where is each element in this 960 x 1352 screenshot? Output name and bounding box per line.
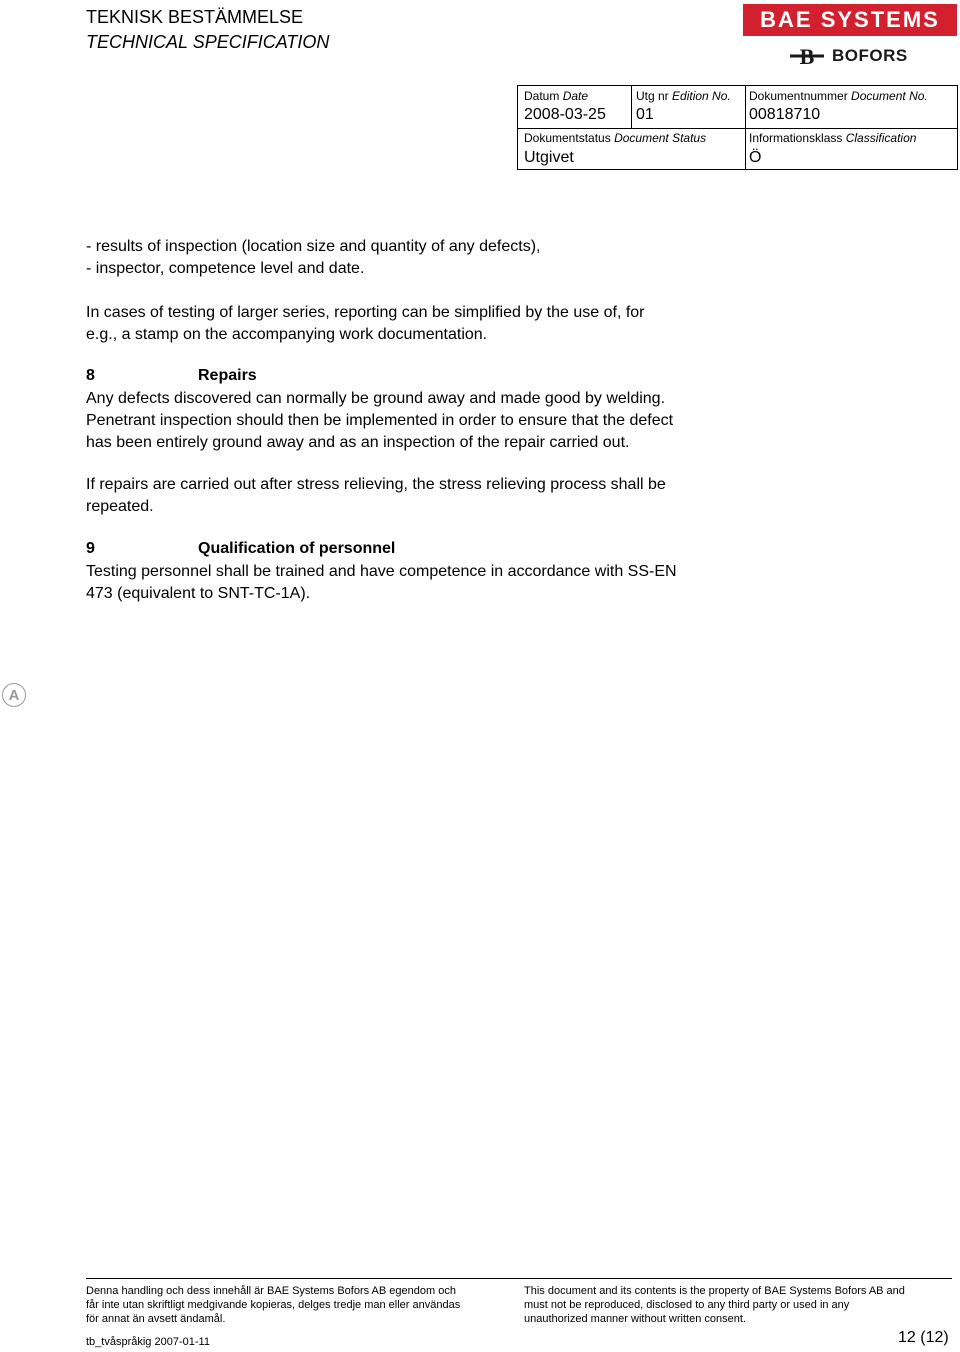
section-number: 9 <box>86 540 95 557</box>
section-heading-qualification <box>86 540 395 558</box>
footer-disclaimer-english: This document and its contents is the property of BAE Systems Bofors AB and must not be reproduced, disclosed to any third party or used in any unauthorized manner without written consent. <box>524 1285 905 1325</box>
bofors-mark-letter: B <box>799 44 815 68</box>
list-item: - results of inspection (location size and quantity of any defects), <box>86 238 541 255</box>
stress-relieving-paragraph: If repairs are carried out after stress relieving, the stress relieving process shall be repeated. <box>86 476 666 515</box>
bae-systems-logo: BAE SYSTEMS <box>743 4 957 36</box>
document-number-value: 00818710 <box>749 106 821 123</box>
bofors-mark-icon <box>790 44 824 68</box>
footer-divider <box>86 1278 952 1279</box>
circled-a-marker-icon: A <box>2 683 26 707</box>
section-number: 8 <box>86 367 95 384</box>
date-label: Datum Date <box>524 89 589 103</box>
document-metadata-table <box>517 85 958 170</box>
inspection-results-list <box>86 236 806 280</box>
repairs-paragraph: Any defects discovered can normally be ground away and made good by welding. Penetrant inspection should then be implemented in order to ensure that the defect has been entirely ground away and as an inspection of the repair carried out. <box>86 390 674 451</box>
page-number: 12 (12) <box>898 1329 949 1346</box>
document-status-value: Utgivet <box>524 149 574 166</box>
section-heading-repairs <box>86 367 257 385</box>
bofors-logo <box>790 44 908 68</box>
document-number-label: Dokumentnummer Document No. <box>749 89 928 103</box>
edition-label: Utg nr Edition No. <box>636 89 731 103</box>
edition-value: 01 <box>636 106 654 123</box>
document-status-label: Dokumentstatus Document Status <box>524 131 707 145</box>
list-item: - inspector, competence level and date. <box>86 260 365 277</box>
section-title: Repairs <box>198 367 257 384</box>
classification-value: Ö <box>749 149 762 166</box>
doc-title-swedish: TEKNISK BESTÄMMELSE <box>86 7 304 27</box>
section-title: Qualification of personnel <box>198 540 396 557</box>
template-identifier: tb_tvåspråkig 2007-01-11 <box>86 1336 210 1348</box>
date-value: 2008-03-25 <box>524 106 606 123</box>
footer-disclaimer-swedish: Denna handling och dess innehåll är BAE Systems Bofors AB egendom och får inte utan skriftligt medgivande kopieras, delges tredje man eller användas för annat än avsett ändamål. <box>86 1285 461 1325</box>
classification-label: Informationsklass Classification <box>749 131 917 145</box>
doc-title-english: TECHNICAL SPECIFICATION <box>86 32 330 52</box>
bofors-logo-text: BOFORS <box>832 46 908 65</box>
qualification-paragraph: Testing personnel shall be trained and have competence in accordance with SS-EN 473 (equivalent to SNT-TC-1A). <box>86 563 677 602</box>
series-reporting-paragraph: In cases of testing of larger series, reporting can be simplified by the use of, for e.g., a stamp on the accompanying work documentation. <box>86 304 645 343</box>
